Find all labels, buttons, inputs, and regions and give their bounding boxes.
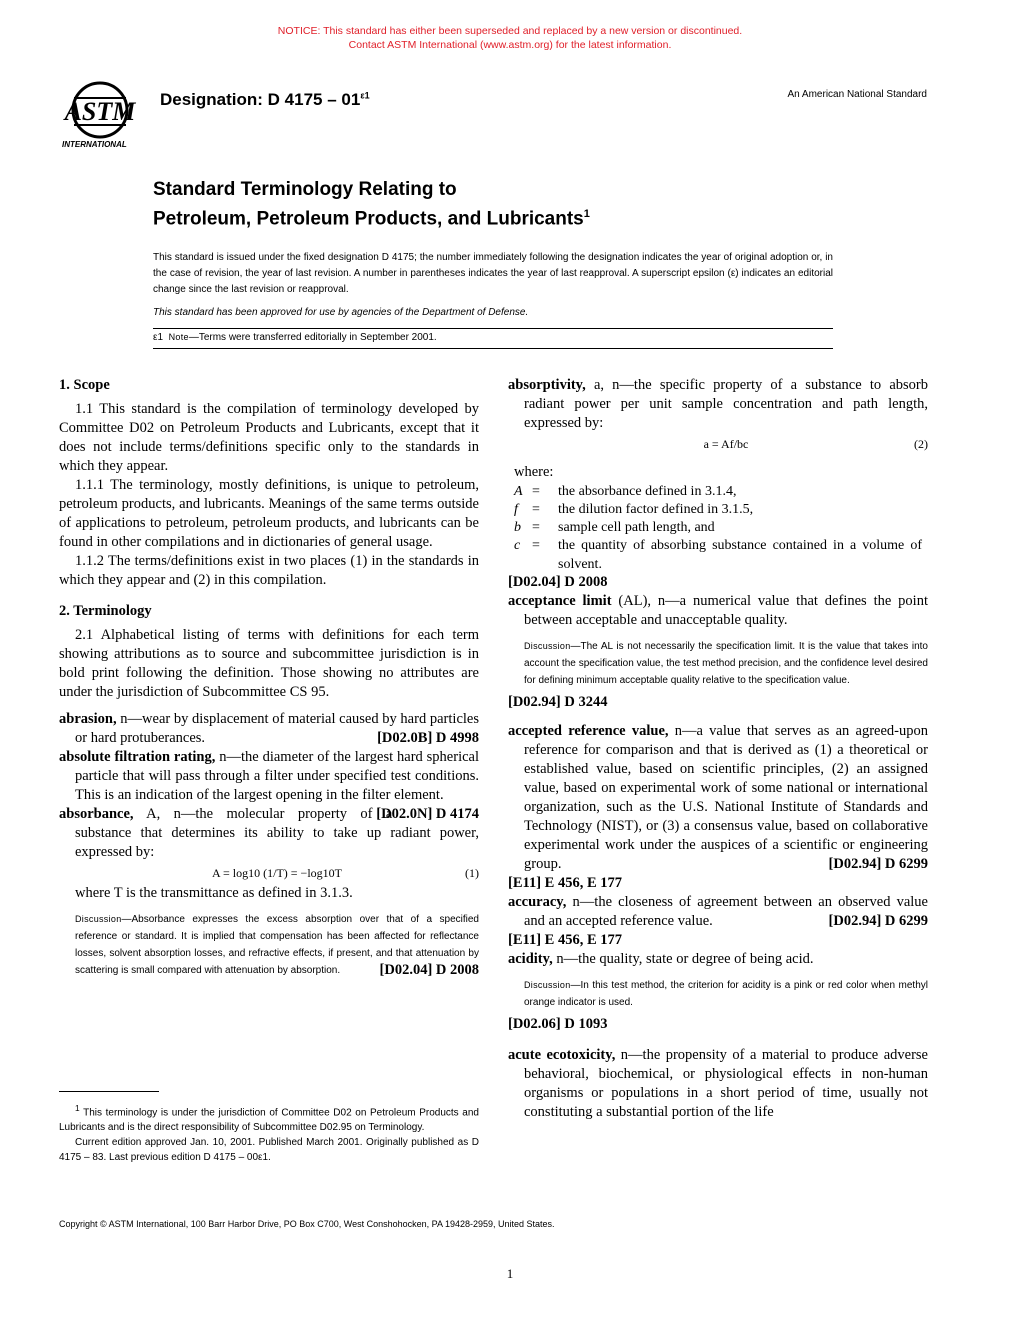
term-definition: (AL), n—a numerical value that defines the point between acceptable and unacceptable quality. (524, 593, 928, 628)
term-name: absorptivity, (508, 377, 586, 393)
term-abrasion (59, 710, 479, 748)
footnote-text: This terminology is under the jurisdiction of Committee D02 on Petroleum Products and Lubricants and is the direct responsibility of Subcommittee D02.95 on Terminology. (59, 1107, 479, 1134)
where-label: where: (514, 464, 554, 480)
section-1-1-1: 1.1.1 The terminology, mostly definitions, is unique to petroleum, petroleum products, and lubricants. Meanings of the same terms outside of applications to petroleum, petroleum products, and lubricants can be found in other compilations and in dictionaries of general usage. (59, 477, 479, 550)
equation-1-where: where T is the transmittance as defined in 3.1.3. (75, 885, 353, 901)
term-name: acidity, (508, 951, 553, 967)
american-national-standard: An American National Standard (787, 89, 927, 100)
where-list (508, 482, 928, 573)
designation-text: Designation: D 4175 – 01 (160, 90, 361, 109)
issued-text: This standard is issued under the fixed designation D 4175; the number immediately following the designation indicates the year of original adoption or, in the case of revision, the year of last revision. A number in parentheses indicates the year of last reapproval. A superscript epsilon (ε) indicates an editorial change since the last revision or reapproval. (153, 252, 833, 295)
equation-1 (75, 862, 479, 884)
footnote-edition: Current edition approved Jan. 10, 2001. Published March 2001. Originally published as D 4175 – 83. Last previous edition D 4175 – 00ε1. (59, 1137, 479, 1164)
discussion-label: Discussion (75, 914, 122, 924)
notice-banner (0, 24, 1020, 52)
section-1-1: 1.1 This standard is the compilation of terminology developed by Committee D02 on Petroleum Products and Lubricants, except that it does not include terms/definitions specific only to the standards in which they appear. (59, 401, 479, 474)
where-row: f = the dilution factor defined in 3.1.5, (508, 500, 928, 518)
acidity-discussion (508, 977, 928, 1011)
equation-text: a = Af/bc (703, 437, 749, 451)
equation-number: (2) (914, 437, 928, 451)
page-number: 1 (506, 1266, 514, 1281)
discussion-text: —In this test method, the criterion for acidity is a pink or red color when methyl orange indicator is used. (524, 980, 928, 1008)
document-title (153, 178, 590, 231)
svg-text:ASTM: ASTM (64, 97, 136, 126)
where-row: c = the quantity of absorbing substance contained in a volume of solvent. (514, 538, 922, 572)
term-acceptance-limit (508, 592, 928, 630)
variable-definition: the absorbance defined in 3.1.4, (558, 484, 737, 499)
term-acidity (508, 950, 928, 969)
term-accepted-reference-value (508, 722, 928, 874)
copyright-line: Copyright © ASTM International, 100 Barr Harbor Drive, PO Box C700, West Conshohocken, PA 19428-2959, United States. (59, 1219, 555, 1229)
term-attribution: [D02.0B] D 4998 (377, 730, 479, 746)
term-definition: n—the propensity of a material to produce adverse behavioral, biochemical, or physiological effects in non-human organisms or populations in a short period of time, usually not constituting a substantial portion of the life (524, 1047, 928, 1120)
acceptance-limit-discussion (508, 638, 928, 689)
term-definition: n—wear by displacement of material caused by hard particles or hard protuberances. (75, 711, 479, 746)
footnote-1 (59, 1101, 479, 1135)
equation-text: A = log10 (1/T) = −log10T (212, 866, 342, 880)
equation-2 (524, 433, 928, 455)
term-attribution: [D02.94] D 6299 (828, 856, 928, 872)
notice-line-1: NOTICE: This standard has either been superseded and replaced by a new version or discontinued. (277, 25, 743, 37)
designation-epsilon: ε1 (360, 90, 370, 101)
scope-heading: 1. Scope (59, 377, 110, 393)
note-label: Note (168, 332, 189, 342)
where-row: b = sample cell path length, and (508, 518, 928, 536)
variable: f (514, 502, 518, 517)
term-name: acute ecotoxicity, (508, 1047, 616, 1063)
term-name: abrasion, (59, 711, 117, 727)
term-definition: n—a value that serves as an agreed-upon reference for comparison and that is derived as (1) a theoretical or established value, based on scientific principles, (2) an assigned value, based on experimental work of some national or international organization, such as the U.S. National Institute of Standards and Technology (NIST), or (3) a consensus value, based on collaborative experimental work under the auspices of a scientific or engineering group. (524, 723, 928, 872)
left-column (59, 376, 479, 983)
term-acute-ecotoxicity (508, 1046, 928, 1122)
term-definition: a, n—the specific property of a substance to absorb radiant power per unit sample concentration and path length, expressed by: (524, 377, 928, 431)
term-accuracy (508, 893, 928, 931)
notice-line-2: Contact ASTM International (www.astm.org) for the latest information. (348, 39, 672, 51)
equation-number: (1) (465, 866, 479, 880)
where-row: A = the absorbance defined in 3.1.4, (508, 482, 928, 500)
variable-definition: the dilution factor defined in 3.1.5, (558, 502, 754, 517)
term-definition: n—the quality, state or degree of being acid. (552, 951, 814, 967)
section-2-1: 2.1 Alphabetical listing of terms with definitions for each term showing attributions as to source and subcommittee jurisdiction is in bold print following the definition. Those showing no attributes are under the jurisdiction of Subcommittee CS 95. (59, 627, 479, 700)
variable: c (514, 538, 521, 553)
issuance-statement (153, 250, 833, 321)
discussion-text: —The AL is not necessarily the specification limit. It is the value that takes into account the specification value, the test method precision, and the confidence level desired for defining minimum acceptable quality relative to the specification value. (524, 641, 928, 686)
note-text: —Terms were transferred editorially in September 2001. (188, 332, 437, 343)
epsilon-note (153, 332, 437, 343)
term-name: absolute filtration rating, (59, 749, 216, 765)
term-name: accepted reference value, (508, 723, 669, 739)
variable: A (514, 484, 523, 499)
variable: b (514, 520, 521, 535)
astm-logo (60, 78, 146, 154)
footnote-mark: 1 (75, 1103, 80, 1113)
term-definition: n—the diameter of the largest hard spherical particle that will pass through a filter under specified test conditions. This is an indication of the largest opening in the filter element. (75, 749, 479, 803)
term-attribution: [D02.94] D 6299 (828, 913, 928, 929)
epsilon-mark: ε1 (153, 332, 164, 343)
term-definition: A, n—the molecular property of a substance that determines its ability to take up radiant power, expressed by: (75, 806, 479, 860)
term-attribution: [D02.0N] D 4174 (376, 806, 479, 822)
footnote-rule (59, 1091, 159, 1092)
divider-bottom (153, 348, 833, 349)
term-attribution: [D02.06] D 1093 (508, 1016, 608, 1032)
footnotes (59, 1101, 479, 1165)
designation (160, 90, 370, 110)
variable-definition: the quantity of absorbing substance contained in a volume of solvent. (558, 538, 922, 572)
term-absorptivity (508, 376, 928, 433)
term-attribution: [D02.94] D 3244 (508, 694, 608, 710)
term-definition: n—the closeness of agreement between an observed value and an accepted reference value. (524, 894, 928, 929)
discussion-label: Discussion (524, 641, 571, 651)
term-attribution-2: [E11] E 456, E 177 (508, 875, 622, 891)
term-attribution-2: [E11] E 456, E 177 (508, 932, 622, 948)
logo-caption: INTERNATIONAL (62, 140, 127, 149)
variable-definition: sample cell path length, and (558, 520, 715, 535)
section-1-1-2: 1.1.2 The terms/definitions exist in two places (1) in the standards in which they appear and (2) in this compilation. (59, 553, 479, 588)
discussion-text: —Absorbance expresses the excess absorption over that of a specified reference or standard. It is implied that compensation has been affected for reflectance losses, solvent absorption losses, and refractive effects, if present, and that attenuation by scattering is small compared with attenuation by absorption. (75, 914, 479, 976)
term-attribution: [D02.04] D 2008 (379, 962, 479, 978)
title-line-1: Standard Terminology Relating to (153, 179, 457, 200)
terminology-heading: 2. Terminology (59, 603, 152, 619)
dod-approval: This standard has been approved for use by agencies of the Department of Defense. (153, 307, 529, 318)
divider-top (153, 328, 833, 329)
term-name: accuracy, (508, 894, 567, 910)
term-name: absorbance, (59, 806, 134, 822)
absorbance-discussion (59, 911, 479, 979)
title-footnote-mark: 1 (583, 208, 590, 220)
term-name: acceptance limit (508, 593, 612, 609)
right-column (508, 376, 928, 1122)
term-attribution: [D02.04] D 2008 (508, 574, 608, 590)
title-line-2: Petroleum, Petroleum Products, and Lubricants (153, 208, 584, 230)
discussion-label: Discussion (524, 980, 571, 990)
